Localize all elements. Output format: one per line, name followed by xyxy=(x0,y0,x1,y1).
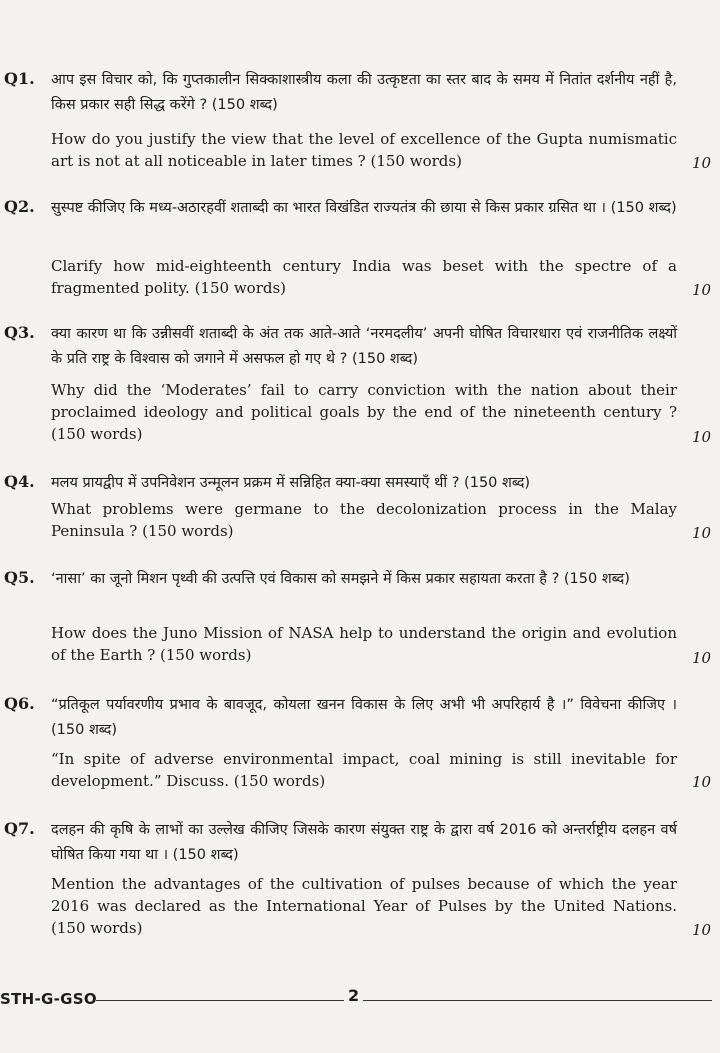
question-text-hindi: मलय प्रायद्वीप में उपनिवेशन उन्मूलन प्रक्रम में सन्निहित क्या-क्या समस्याएँ थीं ? (150 शब्द) xyxy=(51,475,531,491)
question-marks: 10 xyxy=(692,154,712,172)
question-text-english: Clarify how mid-eighteenth century India was beset with the spectre of a fragmented polity. (150 words) xyxy=(51,257,677,297)
question-text-hindi: “प्रतिकूल पर्यावरणीय प्रभाव के बावजूद, कोयला खनन विकास के लिए अभी भी अपरिहार्य है ।” विवेचना कीजिए । (150 शब्द) xyxy=(51,697,677,738)
question-marks: 10 xyxy=(692,921,712,939)
question-text-english: Why did the ‘Moderates’ fail to carry conviction with the nation about their proclaimed ideology and political goals by the end of the nineteenth century ? (150 words) xyxy=(51,381,677,443)
question-text-english: “In spite of adverse environmental impact, coal mining is still inevitable for development.” Discuss. (150 words) xyxy=(51,750,677,790)
question-number: Q1. xyxy=(4,69,35,88)
question-number: Q7. xyxy=(4,819,35,838)
question-text-hindi: क्या कारण था कि उन्नीसवीं शताब्दी के अंत तक आते-आते ‘नरमदलीय’ अपनी घोषित विचारधारा एवं राजनीतिक लक्ष्यों के प्रति राष्ट्र के विश्वास को जगाने में असफल हो गए थे ? (150 शब्द) xyxy=(51,326,677,367)
question-text-hindi: ‘नासा’ का जूनो मिशन पृथ्वी की उत्पत्ति एवं विकास को समझने में किस प्रकार सहायता करता है ? (150 शब्द) xyxy=(51,571,630,587)
question-text-english: What problems were germane to the decolonization process in the Malay Peninsula ? (150 words) xyxy=(51,500,677,540)
question-number: Q3. xyxy=(4,323,35,342)
question-text-hindi: सुस्पष्ट कीजिए कि मध्य-अठारहवीं शताब्दी का भारत विखंडित राज्यतंत्र की छाया से किस प्रकार ग्रसित था । (150 शब्द) xyxy=(51,200,677,216)
page-number: 2 xyxy=(344,986,363,1005)
paper-code: STH-G-GSO xyxy=(0,990,97,1008)
question-marks: 10 xyxy=(692,649,712,667)
question-marks: 10 xyxy=(692,773,712,791)
question-text-english: How does the Juno Mission of NASA help to understand the origin and evolution of the Earth ? (150 words) xyxy=(51,624,677,664)
question-marks: 10 xyxy=(692,428,712,446)
question-text-hindi: आप इस विचार को, कि गुप्तकालीन सिक्काशास्त्रीय कला की उत्कृष्टता का स्तर बाद के समय में नितांत दर्शनीय नहीं है, किस प्रकार सही सिद्ध करेंगे ? (150 शब्द) xyxy=(51,72,677,113)
question-text-hindi: दलहन की कृषि के लाभों का उल्लेख कीजिए जिसके कारण संयुक्त राष्ट्र के द्वारा वर्ष 2016 को अन्तर्राष्ट्रीय दलहन वर्ष घोषित किया गया था । (150 शब्द) xyxy=(51,822,677,863)
question-number: Q5. xyxy=(4,568,35,587)
question-text-english: Mention the advantages of the cultivation of pulses because of which the year 2016 was declared as the International Year of Pulses by the United Nations. (150 words) xyxy=(51,875,677,937)
question-marks: 10 xyxy=(692,524,712,542)
question-number: Q4. xyxy=(4,472,35,491)
question-marks: 10 xyxy=(692,281,712,299)
question-text-english: How do you justify the view that the level of excellence of the Gupta numismatic art is not at all noticeable in later times ? (150 words) xyxy=(51,130,677,170)
question-number: Q2. xyxy=(4,197,35,216)
question-number: Q6. xyxy=(4,694,35,713)
footer-rule xyxy=(96,1000,712,1001)
